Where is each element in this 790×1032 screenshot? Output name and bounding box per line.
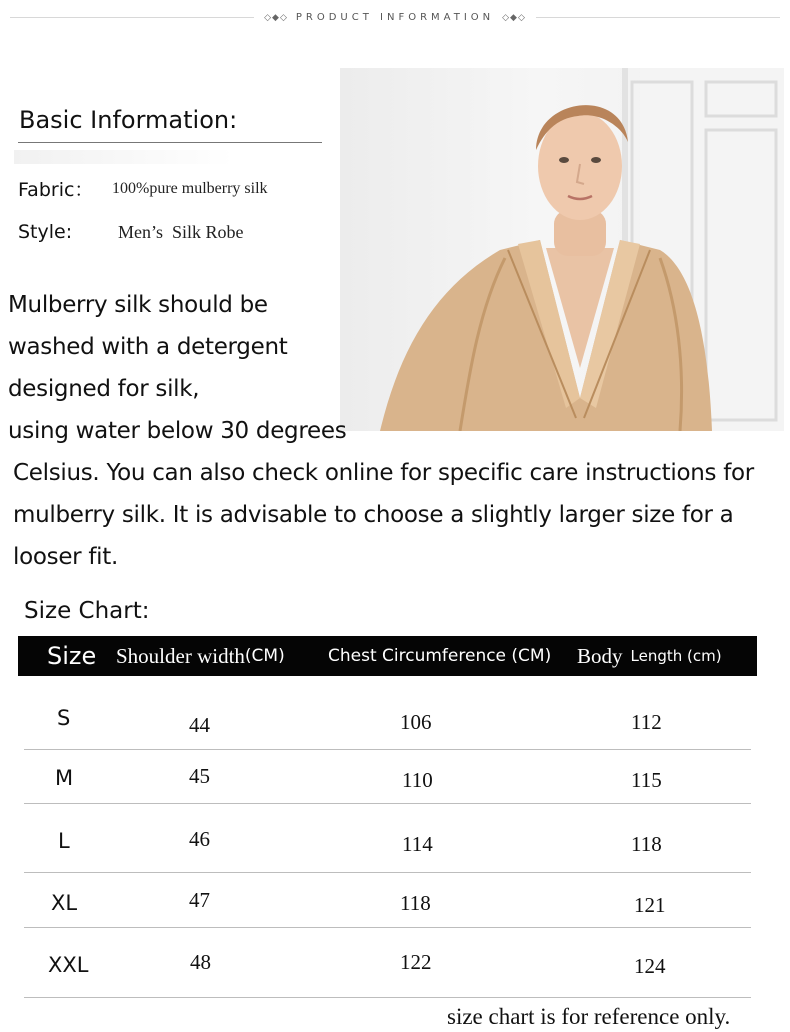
care-line-5: Celsius. You can also check online for specific care instructions for — [13, 460, 754, 486]
basic-information-underline — [18, 142, 322, 143]
header-body-length — [577, 636, 722, 676]
table-row-chest: 122 — [400, 950, 432, 974]
table-row-shoulder: 48 — [190, 950, 211, 974]
header-body-rest: Length (cm) — [630, 647, 722, 665]
table-row-size: M — [55, 766, 74, 790]
care-line-1: Mulberry silk should be — [8, 292, 268, 318]
model-photo — [340, 68, 784, 431]
table-row-shoulder: 44 — [189, 713, 210, 737]
header-shoulder-width — [116, 636, 285, 676]
table-row-size: XXL — [48, 953, 89, 977]
banner-ornament-left: ◇◆◇ — [264, 11, 288, 22]
header-shoulder-unit: (CM) — [244, 646, 285, 666]
header-chest-label: Chest Circumference (CM) — [328, 646, 552, 666]
table-row-body: 112 — [631, 710, 662, 734]
table-row-body: 118 — [631, 832, 662, 856]
style-value: Men’s Silk Robe — [118, 222, 244, 242]
table-row-size: XL — [51, 891, 78, 915]
fabric-value: 100%pure mulberry silk — [112, 180, 268, 197]
table-row-body: 115 — [631, 768, 662, 792]
banner-divider-left — [10, 17, 254, 18]
size-table-header — [18, 636, 757, 676]
table-row-body: 121 — [634, 893, 666, 917]
model-in-silk-robe-image — [340, 68, 784, 431]
table-row-divider — [24, 803, 751, 804]
header-body-label: Body — [577, 643, 623, 668]
header-chest-circumference — [328, 636, 551, 676]
product-information-banner — [0, 0, 790, 34]
header-shoulder-label: Shoulder width — [116, 643, 245, 668]
table-row-size: S — [57, 706, 71, 730]
header-size: Size — [47, 642, 97, 670]
care-line-7: looser fit. — [13, 544, 118, 570]
table-row-chest: 114 — [402, 832, 433, 856]
table-row-chest: 106 — [400, 710, 432, 734]
basic-information-shadow — [14, 150, 234, 164]
table-row-chest: 118 — [400, 891, 431, 915]
banner-divider-right — [536, 17, 780, 18]
table-row-chest: 110 — [402, 768, 433, 792]
basic-information-title: Basic Information: — [19, 106, 238, 134]
table-row-divider — [24, 872, 751, 873]
care-line-4: using water below 30 degrees — [8, 418, 347, 444]
care-line-2: washed with a detergent — [8, 334, 288, 360]
fabric-label: Fabric： — [18, 179, 94, 201]
table-row-divider — [24, 997, 751, 998]
style-label: Style: — [18, 221, 73, 243]
table-row-body: 124 — [634, 954, 666, 978]
table-row-divider — [24, 927, 751, 928]
table-row-size: L — [58, 829, 70, 853]
size-chart-title: Size Chart: — [24, 598, 150, 624]
care-line-3: designed for silk, — [8, 376, 200, 402]
table-row-shoulder: 47 — [189, 888, 210, 912]
banner-ornament-right: ◇◆◇ — [502, 11, 526, 22]
size-chart-footnote: size chart is for reference only. — [447, 1004, 731, 1029]
banner-title: PRODUCT INFORMATION — [295, 11, 495, 23]
care-line-6: mulberry silk. It is advisable to choose a slightly larger size for a — [13, 502, 734, 528]
table-row-shoulder: 45 — [189, 764, 210, 788]
table-row-divider — [24, 749, 751, 750]
table-row-shoulder: 46 — [189, 827, 210, 851]
